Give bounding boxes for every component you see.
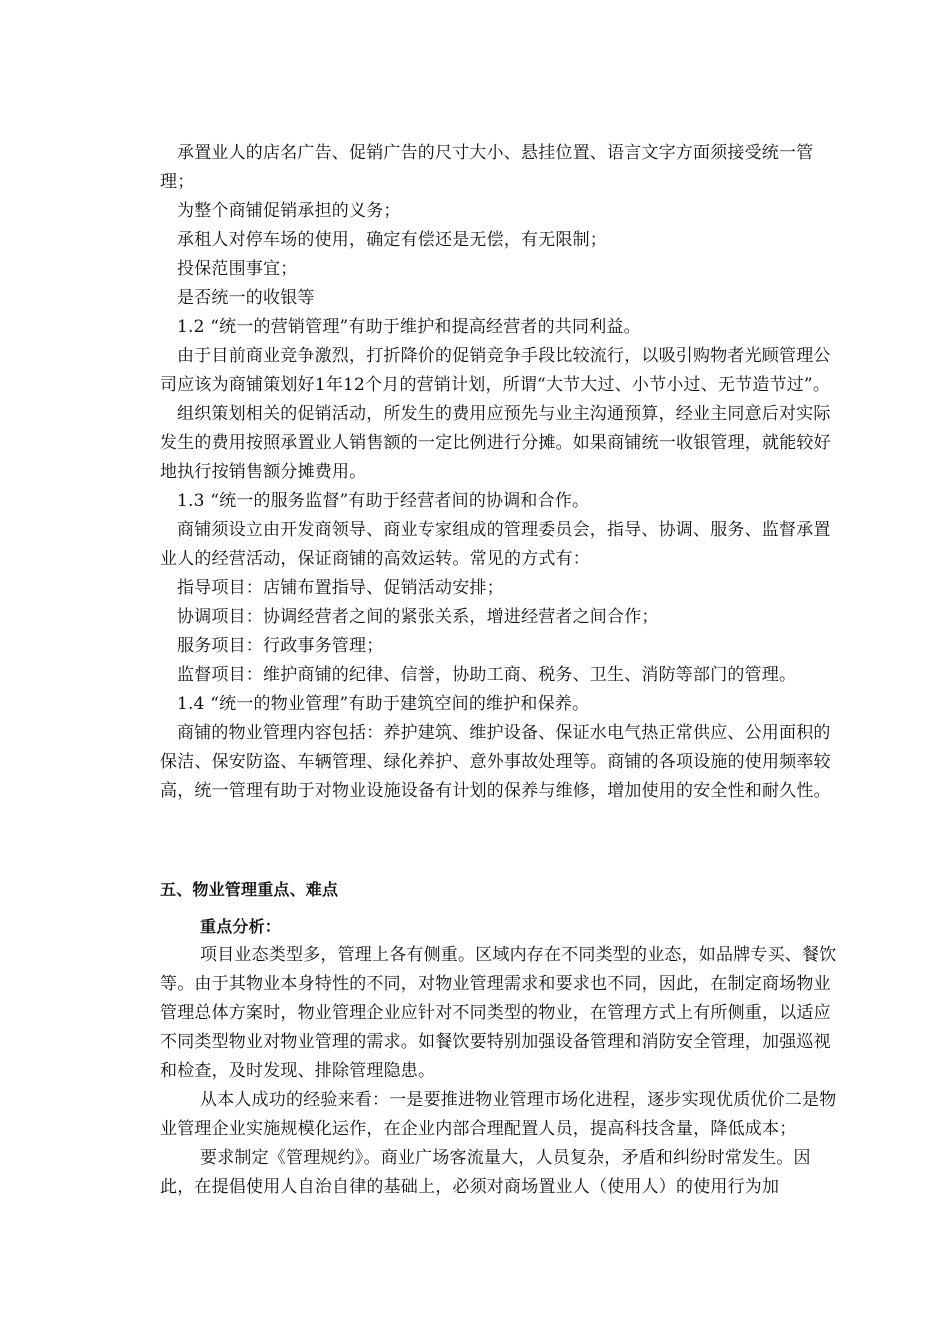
list-item: 协调项目：协调经营者之间的紧张关系，增进经营者之间合作； (177, 607, 659, 627)
list-item: 服务项目：行政事务管理； (177, 636, 384, 656)
section5-heading-block (160, 875, 840, 904)
list-item: 是否统一的收银等 (177, 288, 315, 308)
paragraph: 由于目前商业竞争激烈，打折降价的促销竞争手段比较流行，以吸引购物者光顾管理公司应该为商铺策划好1年12个月的营销计划，所谓“大节大过、小节小过、无节造节过”。 (160, 346, 831, 395)
subsection-title-1-3: 1.3 “统一的服务监督”有助于经营者间的协调和合作。 (177, 491, 590, 511)
list-item: 承租人对停车场的使用，确定有偿还是无偿，有无限制； (177, 230, 607, 250)
paragraph: 商铺须设立由开发商领导、商业专家组成的管理委员会，指导、协调、服务、监督承置业人的经营活动，保证商铺的高效运转。常见的方式有： (160, 520, 831, 569)
paragraph: 项目业态类型多，管理上各有侧重。区域内存在不同类型的业态，如品牌专买、餐饮等。由于其物业本身特性的不同，对物业管理需求和要求也不同，因此，在制定商场物业管理总体方案时，物业管理企业应针对不同类型的物业，在管理方式上有所侧重，以适应不同类型物业对物业管理的需求。如餐饮要特别加强设备管理和消防安全管理，加强巡视和检查，及时发现、排除管理隐患。 (160, 945, 837, 1081)
paragraph: 商铺的物业管理内容包括：养护建筑、维护设备、保证水电气热正常供应、公用面积的保洁、保安防盗、车辆管理、绿化养护、意外事故处理等。商铺的各项设施的使用频率较高，统一管理有助于对物业设施设备有计划的保养与维修，增加使用的安全性和耐久性。 (160, 723, 831, 801)
subsection-title-1-4: 1.4 “统一的物业管理”有助于建筑空间的维护和保养。 (177, 694, 590, 714)
list-item: 监督项目：维护商铺的纪律、信誉，协助工商、税务、卫生、消防等部门的管理。 (177, 665, 797, 685)
list-item: 承置业人的店名广告、促销广告的尺寸大小、悬挂位置、语言文字方面须接受统一管理； (160, 143, 814, 192)
subsection-title-1-2: 1.2 “统一的营销管理”有助于维护和提高经营者的共同利益。 (177, 317, 641, 337)
section5-content (160, 912, 840, 1202)
section-heading: 五、物业管理重点、难点 (160, 880, 339, 899)
subsection-heading: 重点分析： (200, 917, 282, 936)
section4-content (160, 139, 840, 806)
list-item: 为整个商铺促销承担的义务； (177, 201, 401, 221)
paragraph: 要求制定《管理规约》。商业广场客流量大，人员复杂，矛盾和纠纷时常发生。因此，在提倡使用人自治自律的基础上，必须对商场置业人（使用人）的使用行为加 (160, 1148, 811, 1197)
list-item: 投保范围事宜； (177, 259, 298, 279)
paragraph: 组织策划相关的促销活动，所发生的费用应预先与业主沟通预算，经业主同意后对实际发生的费用按照承置业人销售额的一定比例进行分摊。如果商铺统一收银管理，就能较好地执行按销售额分摊费用。 (160, 404, 831, 482)
list-item: 指导项目：店铺布置指导、促销活动安排； (177, 578, 504, 598)
paragraph: 从本人成功的经验来看：一是要推进物业管理市场化进程，逐步实现优质优价二是物业管理企业实施规模化运作，在企业内部合理配置人员，提高科技含量，降低成本； (160, 1090, 837, 1139)
